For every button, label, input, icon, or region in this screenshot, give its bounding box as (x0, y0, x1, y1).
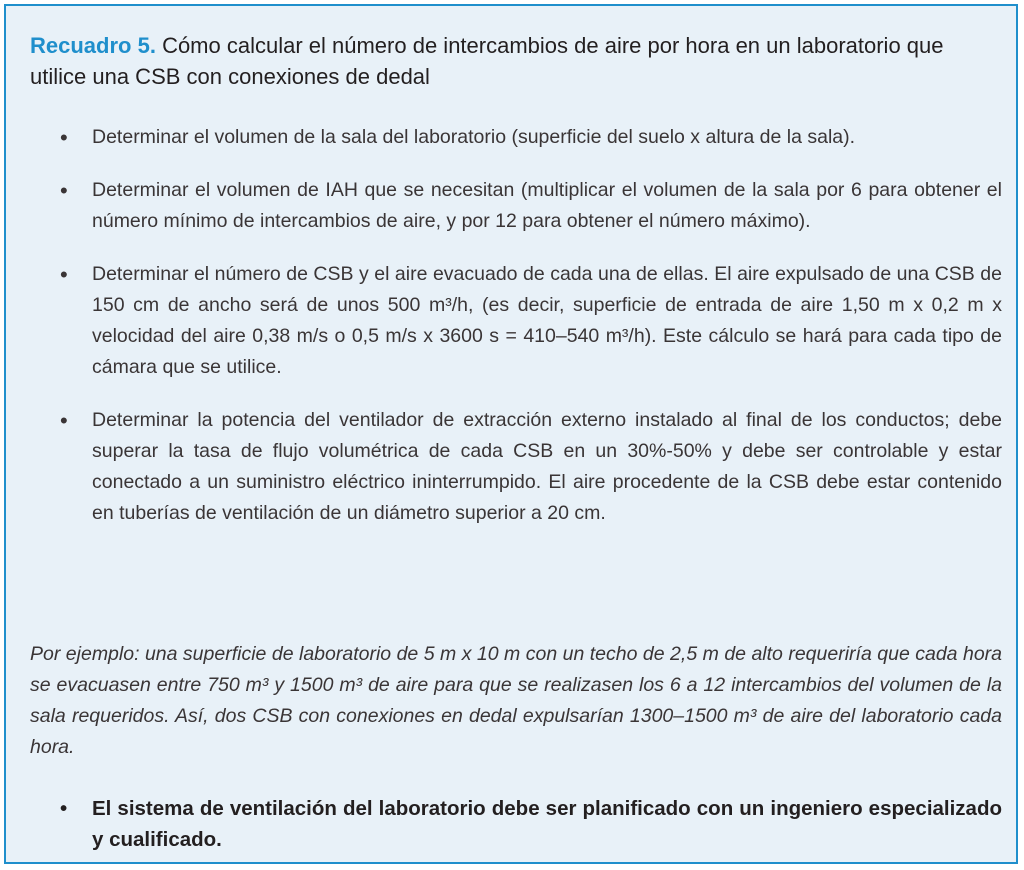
box-heading: Cómo calcular el número de intercambios de aire por hora en un laboratorio que utilice una CSB con conexiones de dedal (30, 33, 944, 89)
bullet-icon: • (60, 408, 68, 433)
final-note (30, 793, 1002, 855)
example-paragraph: Por ejemplo: una superficie de laboratorio de 5 m x 10 m con un techo de 2,5 m de alto requeriría que cada hora se evacuasen entre 750 m³ y 1500 m³ de aire para que se realizasen los 6 a 12 intercambios del volumen de la sala requeridos. Así, dos CSB con conexiones en dedal expulsarían 1300–1500 m³ de aire del laboratorio cada hora. (30, 643, 1002, 758)
step-text: Determinar el volumen de la sala del laboratorio (superficie del suelo x altura de la sala). (92, 126, 856, 148)
step-text: Determinar el número de CSB y el aire evacuado de cada una de ellas. El aire expulsado de una CSB de 150 cm de ancho será de unos 500 m³/h, (es decir, superficie de entrada de aire 1,50 m x 0,2 m x velocidad del aire 0,38 m/s o 0,5 m/s x 3600 s = 410–540 m³/h). Este cálculo se hará para cada tipo de cámara que se utilice. (92, 263, 1002, 378)
step-item (30, 122, 1002, 153)
steps-list (30, 122, 1002, 551)
bullet-icon: • (60, 125, 68, 150)
step-item (30, 259, 1002, 383)
step-item (30, 405, 1002, 529)
box-label: Recuadro 5. (30, 33, 156, 58)
step-text: Determinar la potencia del ventilador de extracción externo instalado al final de los conductos; debe superar la tasa de flujo volumétrica de cada CSB en un 30%-50% y debe ser controlable y estar conectado a un suministro eléctrico ininterrumpido. El aire procedente de la CSB debe estar contenido en tuberías de ventilación de un diámetro superior a 20 cm. (92, 409, 1002, 524)
bullet-icon: • (60, 178, 68, 203)
final-note-text: El sistema de ventilación del laboratorio debe ser planificado con un ingeniero especializado y cualificado. (92, 797, 1002, 851)
final-note-list (30, 793, 1002, 855)
recuadro-box (4, 4, 1018, 864)
bullet-icon: • (60, 797, 68, 820)
step-item (30, 175, 1002, 237)
bullet-icon: • (60, 262, 68, 287)
step-text: Determinar el volumen de IAH que se necesitan (multiplicar el volumen de la sala por 6 para obtener el número mínimo de intercambios de aire, y por 12 para obtener el número máximo). (92, 179, 1002, 232)
box-title (30, 30, 1000, 92)
